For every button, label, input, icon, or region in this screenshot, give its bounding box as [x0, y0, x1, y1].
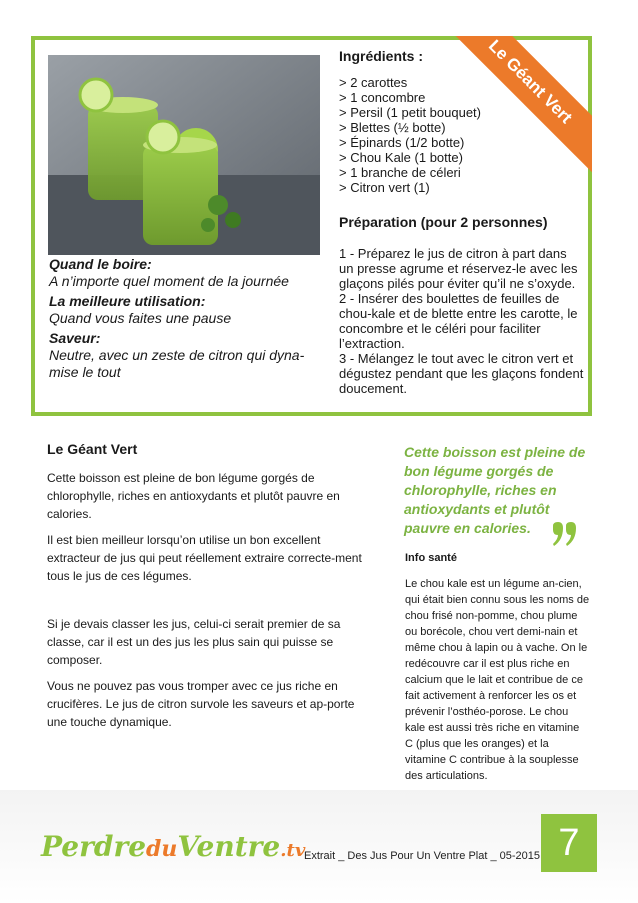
health-info-text: Le chou kale est un légume an-cien, qui était bien connu sous les noms de chou frisé non-pomme, chou plume ou borécole, chou vert demi-nain et même chou à lapin ou à vache. On le redécouvre car il est plus riche en calcium que le lait et contribue de ce fait activement à renforcer les os et prévenir l’osthéo-porose. Le chou kale est aussi très riche en vitamine C (plus que les oranges) et la vitamine C contribue à la souplesse des articulations. [405, 578, 590, 782]
preparation-step: 2 - Insérer des boulettes de feuilles de chou-kale et de blette entre les carotte, le concombre et le céléri pour faciliter l’extraction. [339, 291, 578, 351]
fact-question: Saveur: [49, 330, 101, 346]
drink-facts [49, 256, 327, 384]
smoothie-photo [48, 55, 320, 255]
fact-answer: Quand vous faites une pause [49, 310, 232, 326]
article-title: Le Géant Vert [47, 441, 138, 457]
ingredient-item: > 1 branche de céleri [339, 165, 461, 180]
fact-answer: A n’importe quel moment de la journée [49, 273, 289, 289]
footer-caption: Extrait _ Des Jus Pour Un Ventre Plat _ 05-2015 [304, 850, 541, 862]
ingredients [339, 47, 584, 195]
preparation-title: Préparation (pour 2 personnes) [339, 214, 548, 230]
preparation [339, 213, 584, 396]
fact-question: La meilleure utilisation: [49, 293, 206, 309]
article-paragraph: Si je devais classer les jus, celui-ci serait premier de sa classe, car il est un des jus les plus sain qui puisse se composer. [47, 617, 341, 667]
pull-quote: Cette boisson est pleine de bon légume gorgés de chlorophylle, riches en antioxydants et plutôt pauvre en calories. [404, 444, 586, 536]
ingredient-item: > 2 carottes [339, 75, 408, 90]
logo-part: Perdre [41, 830, 147, 863]
logo-part: .tv [280, 840, 306, 861]
article-paragraph: Vous ne pouvez pas vous tromper avec ce jus riche en crucifères. Le jus de citron survole les saveurs et ap-porte une touche dynamique. [47, 679, 355, 729]
preparation-step: 3 - Mélangez le tout avec le citron vert et dégustez pendant que les glaçons fondent doucement. [339, 351, 584, 396]
ingredient-item: > Blettes (½ botte) [339, 120, 446, 135]
ingredients-title: Ingrédients : [339, 48, 424, 64]
health-info-title: Info santé [405, 552, 457, 564]
article-paragraph: Il est bien meilleur lorsqu’on utilise un bon excellent extracteur de jus qui peut réellement extraire correcte-ment tous le jus de ces légumes. [47, 533, 362, 583]
site-logo [41, 830, 305, 870]
ingredient-item: > Citron vert (1) [339, 180, 430, 195]
ingredient-item: > Chou Kale (1 botte) [339, 150, 463, 165]
article [47, 440, 369, 739]
article-paragraph: Cette boisson est pleine de bon légume gorgés de chlorophylle, riches en antioxydants et plutôt pauvre en calories. [47, 471, 340, 521]
preparation-step: 1 - Préparez le jus de citron à part dans un presse agrume et réservez-le avec les glaçons pilés pour éviter qu’il ne s’oxyde. [339, 246, 578, 291]
corner-ribbon: Le Géant Vert [427, 36, 592, 185]
fact-question: Quand le boire: [49, 256, 152, 272]
ingredient-item: > Persil (1 petit bouquet) [339, 105, 481, 120]
quote-icon [550, 520, 580, 550]
logo-part: Ventre [177, 830, 281, 863]
fact-answer: Neutre, avec un zeste de citron qui dyna-mise le tout [49, 347, 305, 380]
ingredient-item: > Épinards (1/2 botte) [339, 135, 465, 150]
health-info [405, 550, 590, 784]
page-number: 7 [541, 814, 597, 872]
ingredient-item: > 1 concombre [339, 90, 426, 105]
logo-part: du [146, 836, 178, 862]
